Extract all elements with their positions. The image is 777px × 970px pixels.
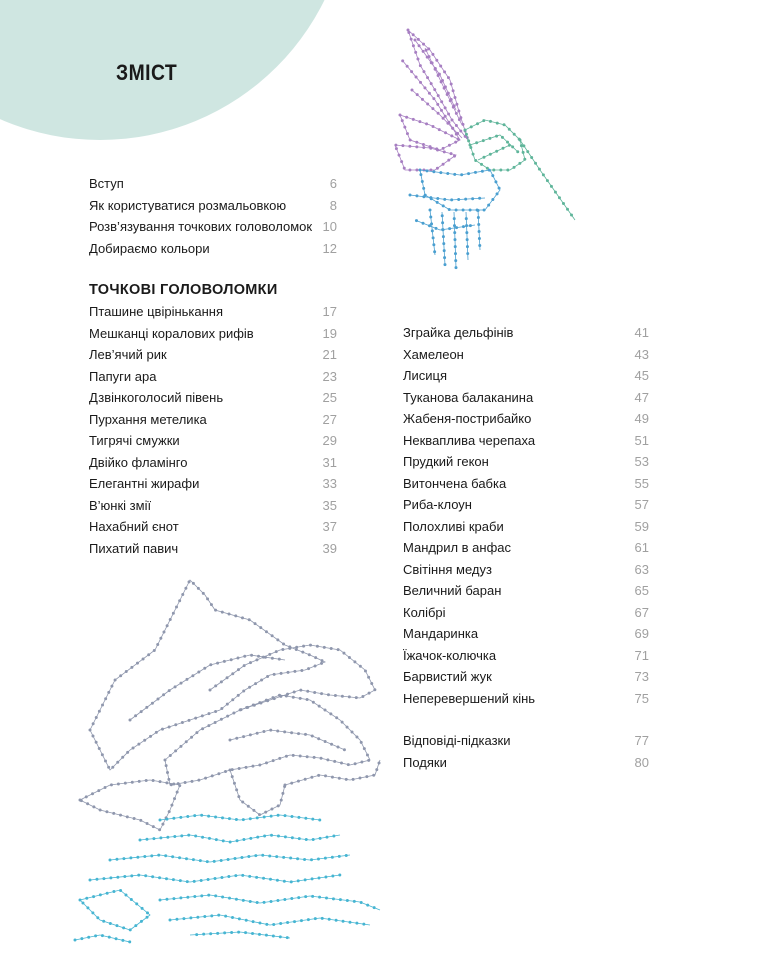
toc-entry: [403, 365, 649, 387]
toc-entry-page-number: 6: [329, 176, 337, 191]
toc-entry-page-number: 53: [634, 454, 649, 469]
toc-entry: [89, 366, 337, 388]
toc-entry: [403, 537, 649, 559]
toc-entry: [89, 495, 337, 517]
toc-entry: [403, 602, 649, 624]
toc-puzzles-left-column: [89, 301, 337, 559]
toc-entry: [403, 666, 649, 688]
toc-entry-title: Некваплива черепаха: [403, 432, 536, 448]
toc-entry: [89, 387, 337, 409]
toc-entry-title: В’юнкі змії: [89, 497, 152, 513]
toc-entry-title: Лев’ячий рик: [89, 347, 167, 362]
toc-entry: [403, 408, 649, 430]
toc-entry-page-number: 39: [322, 540, 337, 556]
toc-entry-title: Пурхання метелика: [89, 411, 207, 427]
toc-entry: [403, 559, 649, 581]
hummingbird-tail-lines: [409, 169, 500, 269]
toc-entry: [403, 473, 649, 495]
toc-entry: [89, 473, 337, 495]
hummingbird-body-lines: [464, 120, 575, 220]
toc-entry-title: Добираємо кольори: [89, 240, 210, 256]
toc-entry-page-number: 25: [322, 390, 337, 405]
toc-entry-title: Їжачок-колючка: [403, 647, 497, 663]
toc-entry-title: Мешканці коралових рифів: [89, 325, 254, 341]
toc-entry-page-number: 23: [322, 368, 337, 384]
toc-entry-title: Дзвінкоголосий півень: [89, 390, 224, 405]
toc-entry-title: Туканова балаканина: [403, 389, 534, 405]
toc-entry-page-number: 80: [634, 754, 649, 770]
toc-entry-page-number: 19: [322, 325, 337, 341]
section-heading: ТОЧКОВІ ГОЛОВОЛОМКИ: [89, 282, 278, 298]
toc-entry: [403, 430, 649, 452]
dolphins-illustration: [70, 570, 390, 960]
toc-entry: [403, 623, 649, 645]
toc-entry: [89, 538, 337, 560]
toc-entry: [403, 752, 649, 774]
toc-entry: [403, 730, 649, 752]
water-wave-lines: [74, 814, 380, 943]
toc-entry-page-number: 12: [322, 240, 337, 256]
toc-entry: [403, 322, 649, 344]
toc-entry-title: Лисиця: [403, 368, 448, 383]
toc-intro-list: [89, 173, 337, 259]
toc-entry: [89, 173, 337, 195]
toc-entry-page-number: 10: [322, 219, 337, 234]
toc-entry: [403, 688, 649, 710]
toc-entry: [89, 195, 337, 217]
toc-entry: [89, 430, 337, 452]
toc-entry-title: Неперевершений кінь: [403, 690, 536, 706]
toc-entry-page-number: 37: [322, 519, 337, 534]
toc-entry-title: Двійко фламінго: [89, 454, 188, 470]
toc-entry-title: Нахабний єнот: [89, 519, 179, 534]
toc-entry: [403, 645, 649, 667]
toc-entry: [89, 216, 337, 238]
toc-entry-page-number: 61: [634, 540, 649, 555]
toc-entry-page-number: 33: [322, 476, 337, 491]
toc-entry-page-number: 49: [634, 411, 649, 426]
hummingbird-wing-lines: [395, 29, 469, 171]
toc-entry-title: Елегантні жирафи: [89, 476, 200, 491]
toc-entry-page-number: 27: [322, 411, 337, 427]
toc-entry-title: Подяки: [403, 754, 447, 770]
hummingbird-illustration: [390, 20, 590, 280]
toc-entry: [403, 451, 649, 473]
toc-entry-page-number: 35: [322, 497, 337, 513]
toc-entry-page-number: 41: [634, 325, 649, 340]
toc-entry: [403, 516, 649, 538]
toc-entry-page-number: 21: [322, 347, 337, 362]
toc-entry-page-number: 45: [634, 368, 649, 383]
toc-entry-page-number: 47: [634, 389, 649, 405]
toc-entry-title: Мандаринка: [403, 626, 479, 641]
toc-entry-page-number: 59: [634, 518, 649, 534]
toc-entry-title: Тигрячі смужки: [89, 433, 180, 448]
toc-end-list: [403, 730, 649, 773]
toc-entry-page-number: 31: [322, 454, 337, 470]
toc-entry-title: Величний баран: [403, 583, 502, 598]
toc-entry-page-number: 63: [634, 561, 649, 577]
toc-entry: [89, 452, 337, 474]
toc-entry-page-number: 67: [634, 604, 649, 620]
toc-entry-page-number: 65: [634, 583, 649, 598]
toc-entry-page-number: 71: [634, 647, 649, 663]
toc-entry-page-number: 69: [634, 626, 649, 641]
toc-entry-page-number: 57: [634, 497, 649, 512]
toc-entry-title: Хамелеон: [403, 346, 464, 362]
toc-entry-page-number: 51: [634, 432, 649, 448]
toc-entry-title: Колібрі: [403, 604, 446, 620]
toc-entry-page-number: 17: [322, 304, 337, 319]
toc-puzzles-right-column: [403, 322, 649, 709]
toc-entry: [403, 580, 649, 602]
toc-entry: [89, 301, 337, 323]
toc-entry-title: Витончена бабка: [403, 475, 507, 491]
toc-entry-page-number: 73: [634, 669, 649, 684]
toc-entry: [89, 344, 337, 366]
toc-entry-page-number: 8: [329, 197, 337, 213]
toc-entry-title: Як користуватися розмальовкою: [89, 197, 287, 213]
toc-entry: [89, 238, 337, 260]
toc-entry: [89, 516, 337, 538]
toc-entry-page-number: 75: [634, 690, 649, 706]
toc-entry-page-number: 43: [634, 346, 649, 362]
toc-entry: [403, 494, 649, 516]
toc-entry-page-number: 55: [634, 475, 649, 491]
dolphin-outline-lines: [79, 580, 380, 831]
toc-entry-title: Пихатий павич: [89, 540, 179, 556]
toc-entry-title: Вступ: [89, 176, 124, 191]
toc-entry-title: Папуги ара: [89, 368, 157, 384]
toc-entry: [89, 323, 337, 345]
toc-entry-title: Розв’язування точкових головоломок: [89, 219, 313, 234]
toc-entry-title: Світіння медуз: [403, 561, 492, 577]
toc-entry-title: Зграйка дельфінів: [403, 325, 514, 340]
toc-entry-title: Відповіді-підказки: [403, 733, 511, 748]
toc-entry-title: Жабеня-пострибайко: [403, 411, 532, 426]
toc-entry-title: Риба-клоун: [403, 497, 472, 512]
page-title: ЗМІСТ: [116, 60, 178, 85]
toc-entry: [89, 409, 337, 431]
toc-entry: [403, 344, 649, 366]
toc-entry-title: Барвистий жук: [403, 669, 492, 684]
toc-entry-page-number: 77: [634, 733, 649, 748]
toc-entry-title: Прудкий гекон: [403, 454, 489, 469]
toc-entry: [403, 387, 649, 409]
toc-entry-page-number: 29: [322, 433, 337, 448]
toc-entry-title: Пташине цвірінькання: [89, 304, 224, 319]
toc-entry-title: Мандрил в анфас: [403, 540, 512, 555]
toc-entry-title: Полохливі краби: [403, 518, 504, 534]
